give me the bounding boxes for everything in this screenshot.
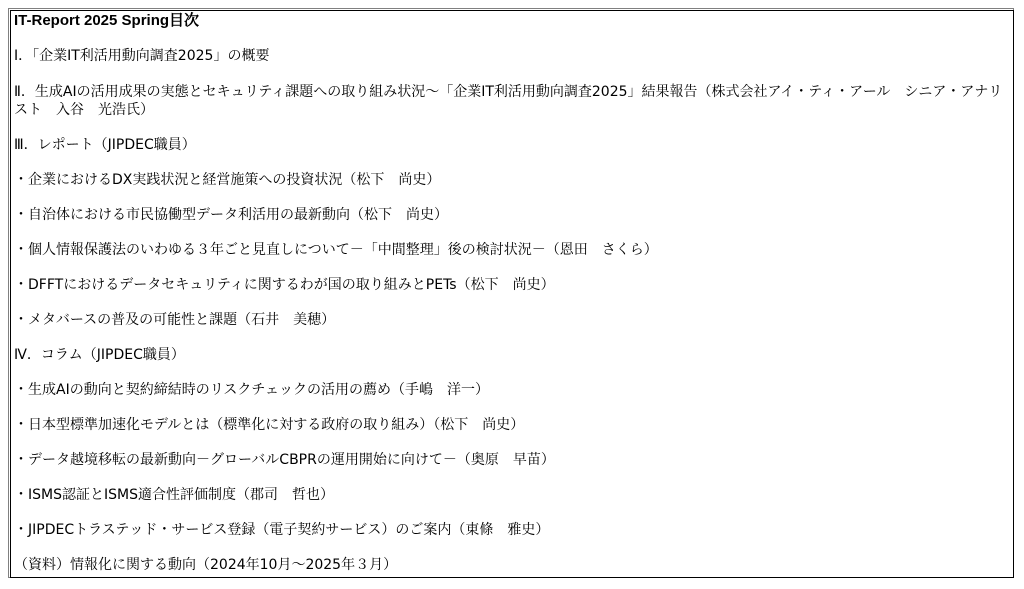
toc-item: ・データ越境移転の最新動向－グローバルCBPRの運用開始に向けて－（奥原 早苗） bbox=[14, 452, 555, 468]
toc-item: ・DFFTにおけるデータセキュリティに関するわが国の取り組みとPETs（松下 尚史） bbox=[14, 277, 555, 293]
toc-appendix: （資料）情報化に関する動向（2024年10月～2025年３月） bbox=[14, 557, 398, 573]
toc-item: ・日本型標準加速化モデルとは（標準化に対する政府の取り組み）（松下 尚史） bbox=[14, 417, 525, 433]
toc-title: IT-Report 2025 Spring目次 bbox=[14, 12, 200, 29]
toc-item: ・自治体における市民協働型データ利活用の最新動向（松下 尚史） bbox=[14, 207, 448, 223]
toc-section-1: Ⅰ．「企業IT利活用動向調査2025」の概要 bbox=[14, 48, 270, 64]
toc-item: ・JIPDECトラステッド・サービス登録（電子契約サービス）のご案内（東條 雅史） bbox=[14, 522, 550, 538]
toc-item: ・生成AIの動向と契約締結時のリスクチェックの活用の薦め（手嶋 洋一） bbox=[14, 382, 490, 398]
toc-item: ・ISMS認証とISMS適合性評価制度（郡司 哲也） bbox=[14, 487, 334, 503]
toc-section-4: Ⅳ．コラム（JIPDEC職員） bbox=[14, 347, 185, 363]
toc-item: ・メタバースの普及の可能性と課題（石井 美穂） bbox=[14, 312, 336, 328]
toc-section-3: Ⅲ．レポート（JIPDEC職員） bbox=[14, 137, 196, 153]
toc-section-2: Ⅱ．生成AIの活用成果の実態とセキュリティ課題への取り組み状況～「企業IT利活用動向調査2025」結果報告（株式会社アイ・ティ・アール シニア・アナリスト 入谷 光浩氏） bbox=[14, 84, 1003, 118]
toc-item: ・個人情報保護法のいわゆる３年ごと見直しについて－「中間整理」後の検討状況－（恩田 さくら） bbox=[14, 242, 658, 258]
toc-item: ・企業におけるDX実践状況と経営施策への投資状況（松下 尚史） bbox=[14, 172, 441, 188]
table-of-contents-cell bbox=[10, 10, 1014, 578]
